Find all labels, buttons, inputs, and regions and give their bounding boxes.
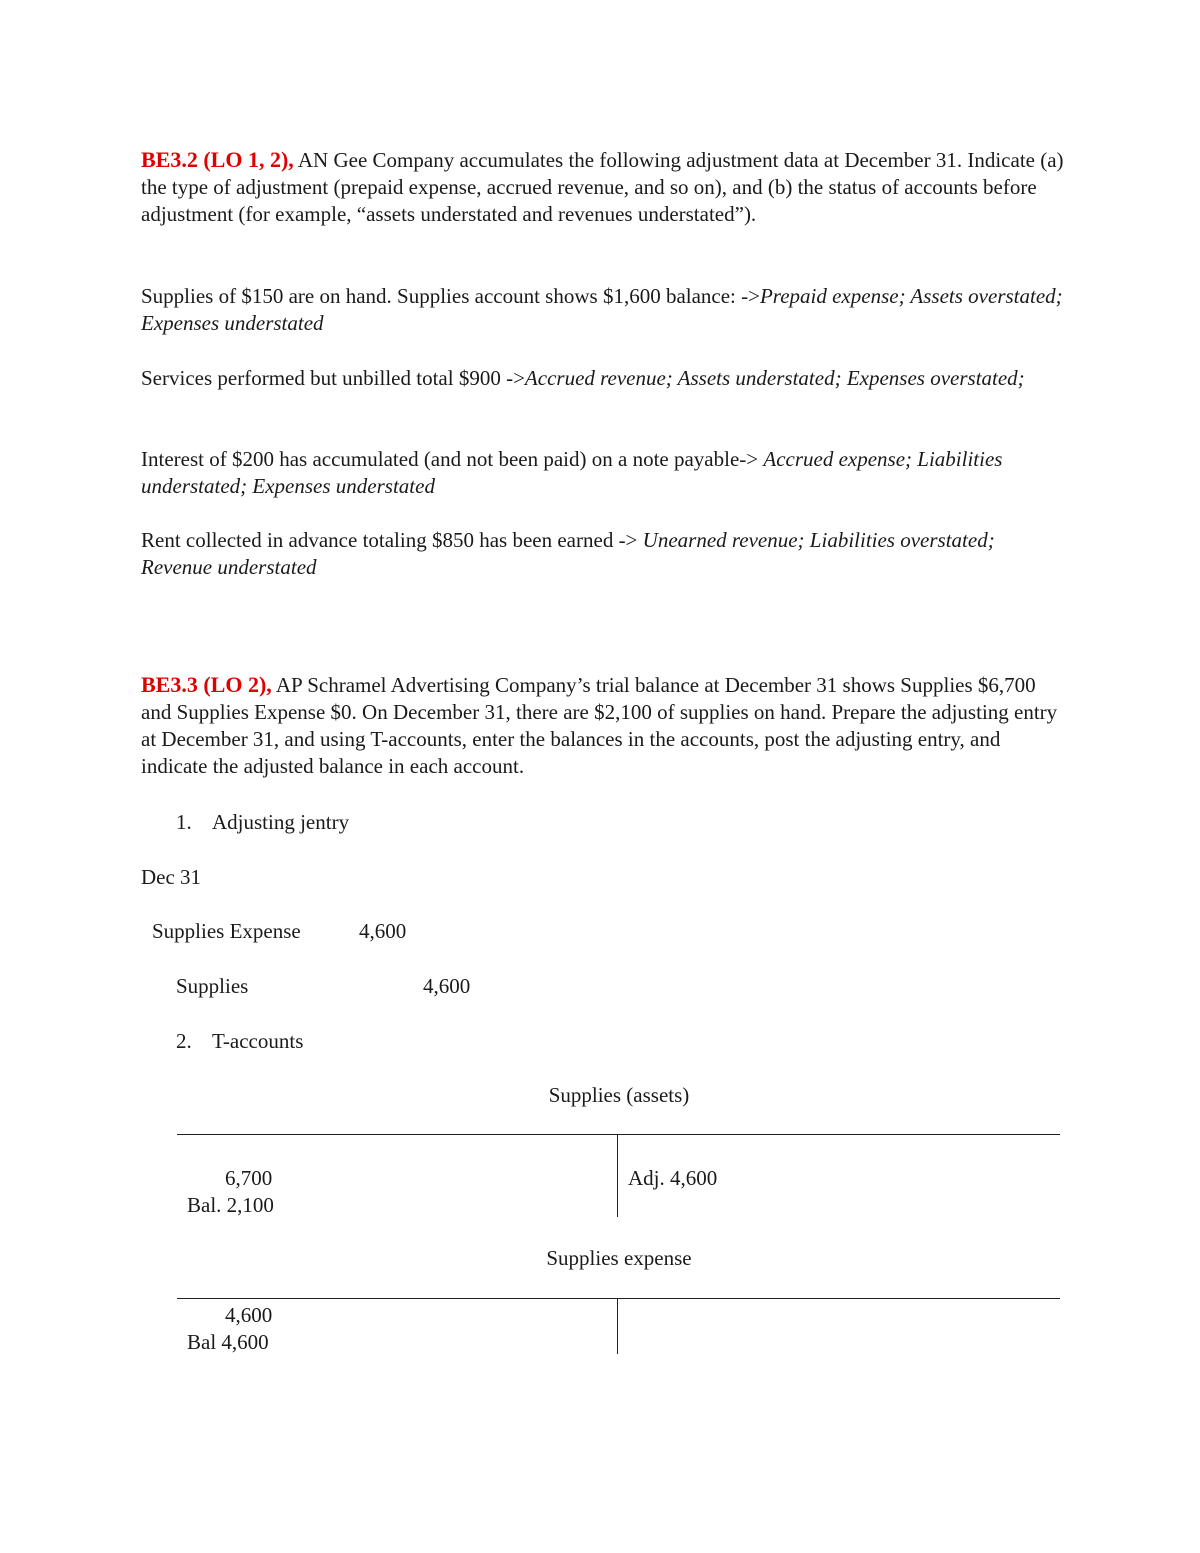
debit-account: Supplies Expense <box>152 919 301 943</box>
t-account-expense-title: Supplies expense <box>546 1246 692 1270</box>
t-account-supplies-divider <box>617 1135 618 1217</box>
be32-code: BE3.2 (LO 1, 2), <box>141 147 294 172</box>
be32-item-3-text: Interest of $200 has accumulated (and not been paid) on a note payable-> <box>141 447 764 471</box>
t-account-expense-top-rule <box>177 1298 1060 1299</box>
be33-intro: AP Schramel Advertising Company’s trial balance at December 31 shows Supplies $6,700 and Supplies Expense $0. On December 31, there are $2,100 of supplies on hand. Prepare the adjusting entry at December 31, and using T-accounts, enter the balances in the accounts, post the adjusting entry, and indicate the adjusted balance in each account. <box>141 673 1058 778</box>
be32-item-4-answer: Unearned revenue; Liabilities overstated; Revenue understated <box>141 528 995 579</box>
be32-item-1-answer: Prepaid expense; Assets overstated; Expenses understated <box>141 284 1063 335</box>
credit-amount: 4,600 <box>423 974 471 998</box>
credit-account: Supplies <box>176 974 249 998</box>
entry-date: Dec 31 <box>141 865 202 889</box>
step-1-label: Adjusting jentry <box>212 810 350 834</box>
be32-item-1 <box>141 283 1066 337</box>
be32-item-3-answer: Accrued expense; Liabilities understated; Expenses understated <box>141 447 1003 498</box>
be32-item-2 <box>141 365 1066 392</box>
t-expense-ending-balance: Bal 4,600 <box>187 1330 269 1354</box>
be33-code: BE3.3 (LO 2), <box>141 672 272 697</box>
be32-item-2-text: Services performed but unbilled total $900 -> <box>141 366 525 390</box>
step-1 <box>176 809 350 836</box>
be32-item-1-text: Supplies of $150 are on hand. Supplies account shows $1,600 balance: -> <box>141 284 760 308</box>
be32-item-4-text: Rent collected in advance totaling $850 has been earned -> <box>141 528 643 552</box>
t-account-supplies-title: Supplies (assets) <box>548 1083 690 1107</box>
t-expense-debit-adjustment: 4,600 <box>225 1303 273 1327</box>
step-2-number: 2. <box>176 1029 192 1053</box>
be32-item-2-answer: Accrued revenue; Assets understated; Expenses overstated; <box>524 366 1025 390</box>
be32-question <box>141 146 1066 228</box>
be33-question <box>141 671 1066 780</box>
t-supplies-credit-adjustment: Adj. 4,600 <box>628 1166 718 1190</box>
debit-amount: 4,600 <box>359 919 407 943</box>
t-supplies-ending-balance: Bal. 2,100 <box>187 1193 274 1217</box>
be32-item-3 <box>141 446 1066 500</box>
t-account-supplies-top-rule <box>177 1134 1060 1135</box>
t-account-expense-divider <box>617 1299 618 1354</box>
step-2 <box>176 1028 304 1055</box>
step-1-number: 1. <box>176 810 192 834</box>
step-2-label: T-accounts <box>212 1029 304 1053</box>
be32-item-4 <box>141 527 1066 581</box>
t-supplies-debit-balance: 6,700 <box>225 1166 273 1190</box>
be32-intro: AN Gee Company accumulates the following adjustment data at December 31. Indicate (a) the type of adjustment (prepaid expense, accrued revenue, and so on), and (b) the status of accounts before adjustment (for example, “assets understated and revenues understated”). <box>141 148 1064 226</box>
